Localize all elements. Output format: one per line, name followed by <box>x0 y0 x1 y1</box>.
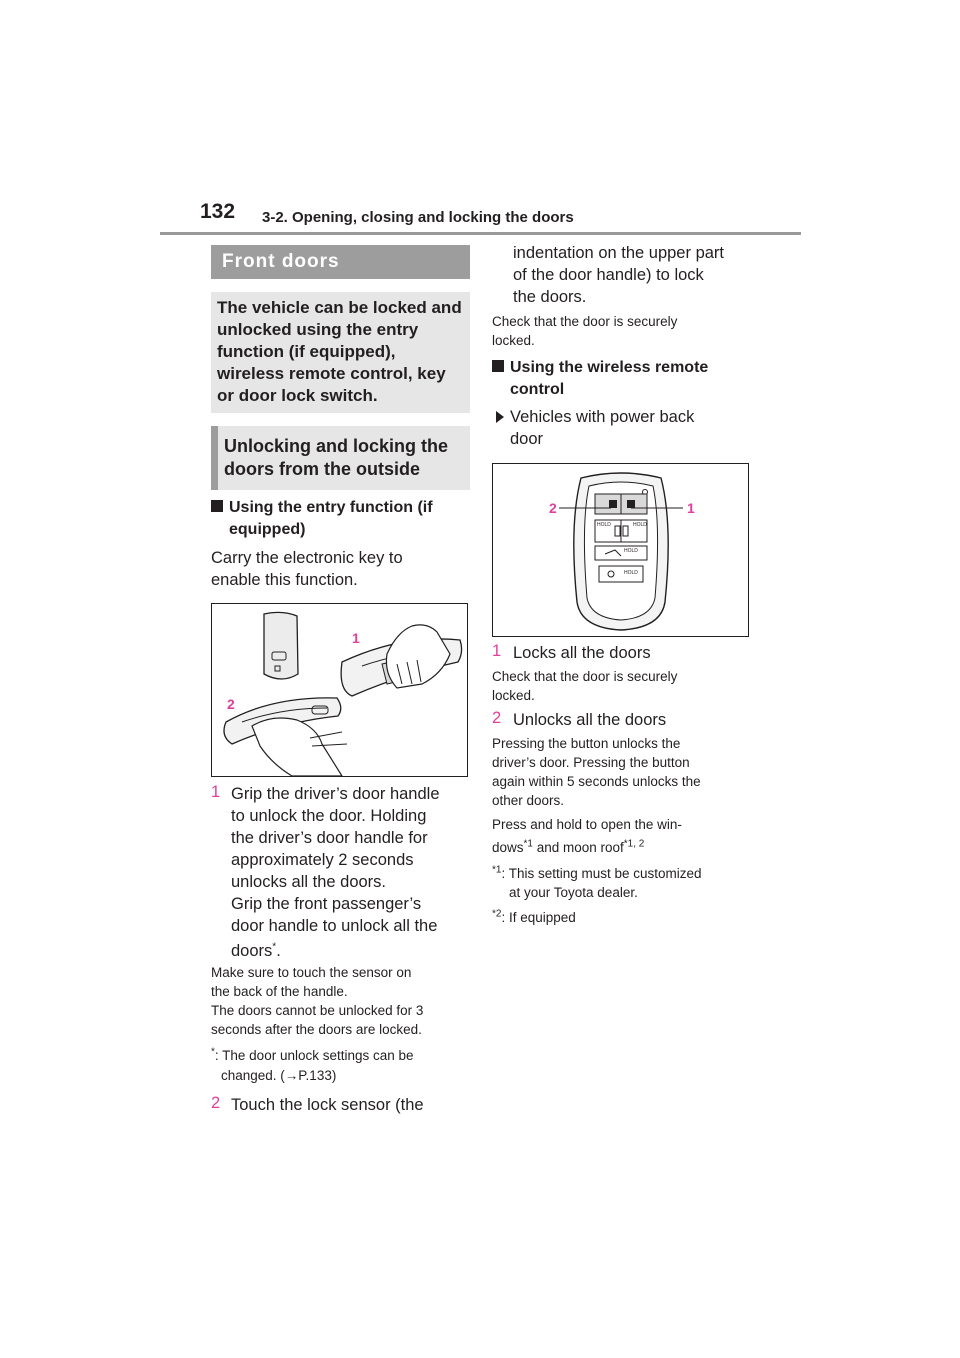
step1-line7: door handle to unlock all the <box>231 917 438 935</box>
step1-period: . <box>276 942 281 960</box>
hold-label-right: HOLD <box>633 522 647 528</box>
check1-line2: locked. <box>492 333 535 348</box>
intro-box: The vehicle can be locked and unlocked using the entry function (if equipped), wireless remote control, key or door lock switch. <box>211 292 470 413</box>
hand-lower <box>252 718 342 776</box>
step2-cont-line2: of the door handle) to lock <box>513 266 704 284</box>
hold-sup-1: *1 <box>523 838 533 850</box>
check2-line2: locked. <box>492 688 535 703</box>
fig1-callout-2: 2 <box>227 696 235 712</box>
unlock-icon <box>609 500 617 508</box>
item2-text: Unlocks all the doors <box>513 711 667 729</box>
remote-heading <box>492 357 708 378</box>
hold-label-left: HOLD <box>597 522 611 528</box>
footnote-mark: * <box>211 1046 215 1058</box>
triangle-bullet-icon <box>496 411 504 423</box>
remote-heading-line1: Using the wireless remote <box>510 359 709 376</box>
step1-number: 1 <box>211 783 221 801</box>
square-bullet-icon <box>211 500 223 512</box>
press-line4: other doors. <box>492 793 565 808</box>
step1-line5: unlocks all the doors. <box>231 873 387 891</box>
item1-text: Locks all the doors <box>513 644 651 662</box>
step1-last-word: doors <box>231 942 273 960</box>
fn2-text: : If equipped <box>501 910 576 925</box>
fig2-callout-2: 2 <box>549 500 557 516</box>
vehicles-line1: Vehicles with power back <box>510 408 695 426</box>
note-line3: The doors cannot be unlocked for 3 <box>211 1003 424 1018</box>
step1-line3: the driver’s door handle for <box>231 829 428 847</box>
carry-line1: Carry the electronic key to <box>211 549 403 567</box>
check2-line1: Check that the door is securely <box>492 669 678 684</box>
fn1-text1: : This setting must be customized <box>501 866 702 881</box>
carry-line2: enable this function. <box>211 571 358 589</box>
footnote-text1: : The door unlock settings can be <box>214 1048 414 1063</box>
remote-key-drawing <box>493 464 748 636</box>
item2-number: 2 <box>492 709 502 727</box>
hand-upper <box>386 625 450 688</box>
entry-heading <box>211 497 433 518</box>
hold-line1: Press and hold to open the win- <box>492 817 682 832</box>
section-title: Front doors <box>211 245 470 279</box>
back-door-button <box>595 546 647 560</box>
step1-sup: * <box>272 941 277 953</box>
remote-heading-line2: control <box>510 381 565 398</box>
step1-line2: to unlock the door. Holding <box>231 807 427 825</box>
running-head: 3-2. Opening, closing and locking the doors <box>262 209 574 226</box>
note-line1: Make sure to touch the sensor on <box>211 965 412 980</box>
hold-line2-b: and moon roof <box>532 840 624 855</box>
press-line3: again within 5 seconds unlocks the <box>492 774 701 789</box>
footnote-prefix: changed. ( <box>221 1068 285 1083</box>
smart-key-shape <box>264 612 298 679</box>
footnote-line1 <box>211 1046 414 1065</box>
step1-line6: Grip the front passenger’s <box>231 895 422 913</box>
step2-cont-line3: the doors. <box>513 288 587 306</box>
remote-key-illustration <box>492 463 749 637</box>
lock-icon <box>627 500 635 508</box>
fn2-mark: *2 <box>492 908 502 920</box>
hold-label-back: HOLD <box>624 548 638 554</box>
vehicles-line2: door <box>510 430 544 448</box>
step2-line1: Touch the lock sensor (the <box>231 1096 424 1114</box>
hold-line2 <box>492 838 644 857</box>
step1-line4: approximately 2 seconds <box>231 851 414 869</box>
hold-label-panic: HOLD <box>624 570 638 576</box>
item1-number: 1 <box>492 642 502 660</box>
step1-line8 <box>231 940 281 962</box>
step2-cont-line1: indentation on the upper part <box>513 244 724 262</box>
note-line2: the back of the handle. <box>211 984 348 999</box>
press-line1: Pressing the button unlocks the <box>492 736 681 751</box>
press-line2: driver’s door. Pressing the button <box>492 755 690 770</box>
header-rule <box>160 232 801 235</box>
fig1-callout-1: 1 <box>352 630 360 646</box>
door-handle-illustration <box>211 603 468 777</box>
footnote-line2 <box>221 1066 336 1085</box>
page-ref-link[interactable]: P.133) <box>298 1068 337 1083</box>
step1-line1: Grip the driver’s door handle <box>231 785 440 803</box>
fn1-line1 <box>492 864 702 883</box>
fn1-mark: *1 <box>492 864 502 876</box>
entry-heading-line1: Using the entry function (if <box>229 499 433 516</box>
fn1-line2: at your Toyota dealer. <box>509 885 638 900</box>
door-handle-drawing <box>212 604 467 776</box>
hold-sup-2: *1, 2 <box>623 838 645 850</box>
arrow-icon: → <box>284 1068 299 1083</box>
check1-line1: Check that the door is securely <box>492 314 678 329</box>
subsection-title: Unlocking and locking the doors from the outside <box>211 426 470 490</box>
square-bullet-icon <box>492 360 504 372</box>
note-line4: seconds after the doors are locked. <box>211 1022 422 1037</box>
hold-line2-a: dows <box>492 840 524 855</box>
page-number: 132 <box>200 200 236 223</box>
fig2-callout-1: 1 <box>687 500 695 516</box>
fn2-line <box>492 908 576 927</box>
step2-number: 2 <box>211 1094 221 1112</box>
entry-heading-line2: equipped) <box>229 521 306 538</box>
